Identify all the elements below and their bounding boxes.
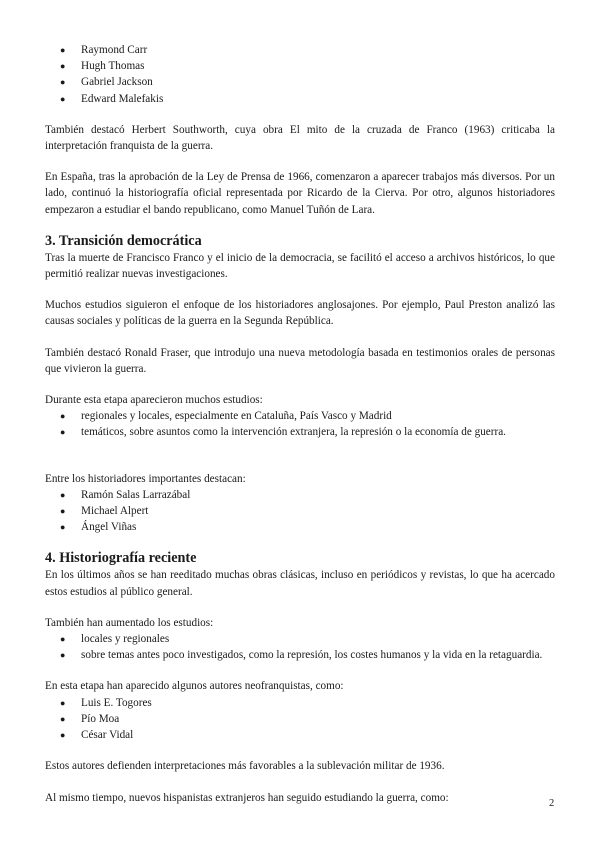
section-3-paragraph-3: También destacó Ronald Fraser, que introdujo una nueva metodología basada en testimonios orales de personas que vivieron la guerra.	[45, 346, 555, 375]
list-item: ● locales y regionales	[45, 631, 555, 647]
bullet-icon: ●	[60, 77, 66, 88]
section-3-paragraph-4: Durante esta etapa aparecieron muchos estudios:	[45, 394, 263, 407]
document-page	[45, 42, 555, 806]
bullet-icon: ●	[60, 45, 66, 55]
bullet-icon: ●	[60, 634, 66, 645]
bullet-icon: ●	[60, 730, 66, 741]
bullet-icon: ●	[60, 411, 66, 422]
historians-list-1	[45, 42, 555, 107]
page-number: 2	[549, 798, 555, 809]
bullet-icon: ●	[60, 506, 66, 517]
bullet-icon: ●	[60, 713, 66, 724]
section-3-studies-list	[45, 408, 555, 440]
list-item: ● regionales y locales, especialmente en Cataluña, País Vasco y Madrid	[45, 408, 555, 424]
section-3-historians-list	[45, 487, 555, 536]
list-item: ● Ángel Viñas	[45, 519, 555, 535]
section-4-paragraph-5: Al mismo tiempo, nuevos hispanistas extranjeros han seguido estudiando la guerra, como:	[45, 791, 449, 804]
list-item: ● Hugh Thomas	[45, 58, 555, 74]
bullet-icon: ●	[60, 697, 66, 708]
paragraph-espana: En España, tras la aprobación de la Ley de Prensa de 1966, comenzaron a aparecer trabajos más diversos. Por un lado, continuó la historiografía oficial representada por Ricardo de la Cierva. Por otro, algunos historiadores empezaron a estudiar el bando republicano, como Manuel Tuñón de Lara.	[45, 171, 555, 216]
section-4-heading: 4. Historiografía reciente	[45, 550, 197, 567]
list-item: ● sobre temas antes poco investigados, como la represión, los costes humanos y la vida en la retaguardia.	[45, 647, 555, 663]
section-3-heading: 3. Transición democrática	[45, 232, 202, 249]
bullet-icon: ●	[60, 61, 66, 72]
list-item: ● Michael Alpert	[45, 503, 555, 519]
list-item: ● Pío Moa	[45, 711, 555, 727]
bullet-icon: ●	[60, 489, 66, 500]
bullet-icon: ●	[60, 522, 66, 533]
paragraph-southworth: También destacó Herbert Southworth, cuya obra El mito de la cruzada de Franco (1963) criticaba la interpretación franquista de la guerra.	[45, 123, 555, 153]
list-item: ● Edward Malefakis	[45, 91, 555, 107]
section-4-paragraph-3: En esta etapa han aparecido algunos autores neofranquistas, como:	[45, 680, 344, 693]
bullet-icon: ●	[60, 650, 66, 661]
list-item: ● Ramón Salas Larrazábal	[45, 487, 555, 503]
section-4-paragraph-1: En los últimos años se han reeditado muchas obras clásicas, incluso en periódicos y revistas, lo que ha acercado estos estudios al público general.	[45, 569, 555, 598]
list-item: ● Raymond Carr	[45, 42, 555, 58]
list-item: ● César Vidal	[45, 727, 555, 743]
section-4-authors-list	[45, 695, 555, 744]
list-item: ● temáticos, sobre asuntos como la intervención extranjera, la represión o la economía de guerra.	[45, 424, 555, 440]
section-3-paragraph-5: Entre los historiadores importantes destacan:	[45, 472, 246, 485]
bullet-icon: ●	[60, 93, 66, 104]
section-3-paragraph-2: Muchos estudios siguieron el enfoque de los historiadores anglosajones. Por ejemplo, Paul Preston analizó las causas sociales y políticas de la guerra en la Segunda República.	[45, 299, 555, 328]
section-4-paragraph-4: Estos autores defienden interpretaciones más favorables a la sublevación militar de 1936.	[45, 760, 445, 773]
section-4-studies-list	[45, 631, 555, 663]
bullet-icon: ●	[60, 427, 66, 438]
list-item: ● Luis E. Togores	[45, 695, 555, 711]
list-item: ● Gabriel Jackson	[45, 74, 555, 90]
section-4-paragraph-2: También han aumentado los estudios:	[45, 616, 214, 629]
section-3-paragraph-1: Tras la muerte de Francisco Franco y el inicio de la democracia, se facilitó el acceso a archivos históricos, lo que permitió realizar nuevas investigaciones.	[45, 251, 555, 281]
